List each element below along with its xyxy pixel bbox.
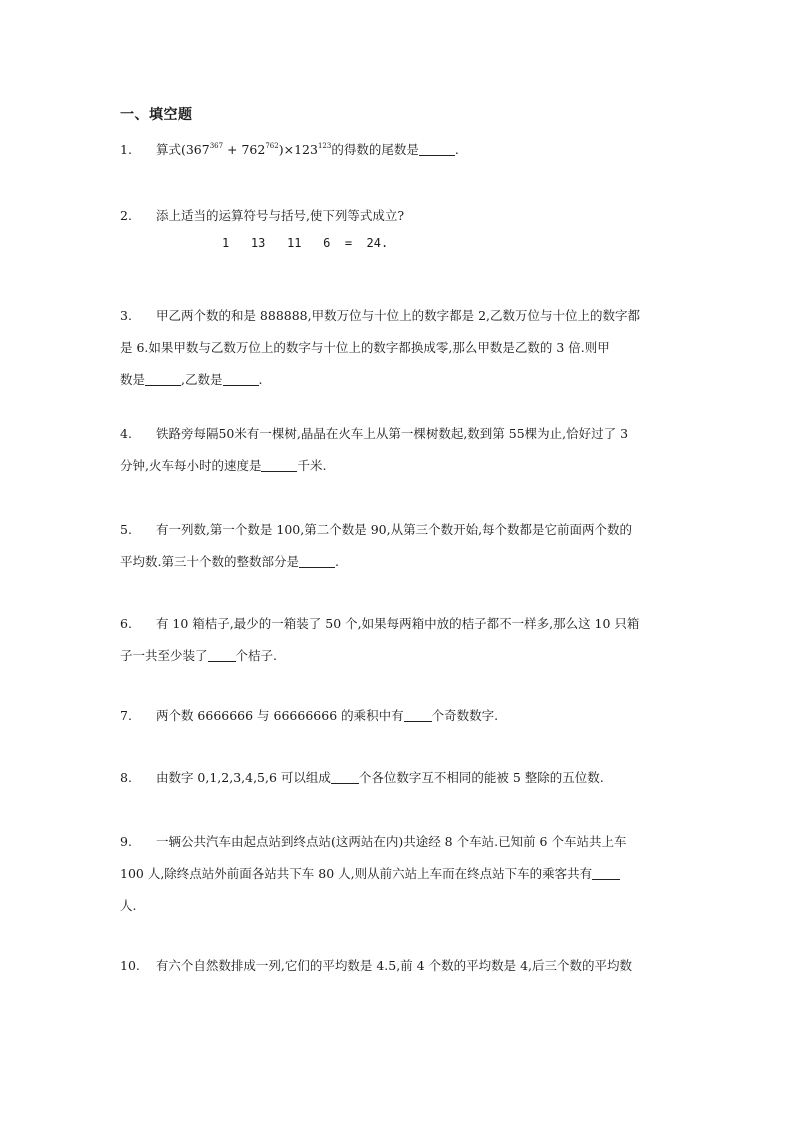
question-6-number: 6. — [120, 616, 132, 631]
question-5 — [120, 514, 680, 578]
answer-blank[interactable] — [331, 769, 359, 784]
question-6 — [120, 608, 680, 672]
question-10-line-1: 有六个自然数排成一列,它们的平均数是 4.5,前 4 个数的平均数是 4,后三个数的平均数 — [155, 958, 632, 973]
question-1-line-1: 1. 算式$(367^{367} + 762^{762})\times 123^{123}$的得数的尾数是 . — [120, 142, 459, 157]
question-4-line-1: 铁路旁每隔50米有一棵树,晶晶在火车上从第一棵树数起,数到第 55棵为止,恰好过了 3 — [155, 426, 629, 441]
answer-blank[interactable] — [223, 371, 259, 386]
question-1-text-post: 的得数的尾数是 — [331, 142, 419, 157]
question-6-line-2: 子一共至少装了 个桔子. — [120, 648, 277, 663]
section-title: 一、填空题 — [120, 107, 193, 123]
question-3-line-2: 是 6.如果甲数与乙数万位上的数字与十位上的数字都换成零,那么甲数是乙数的 3 倍.则甲 — [120, 340, 610, 355]
question-7: 7. 两个数 6666666 与 66666666 的乘积中有 个奇数数字. — [120, 708, 499, 723]
question-4-number: 4. — [120, 426, 132, 441]
question-3-line-1: 甲乙两个数的和是 888888,甲数万位与十位上的数字都是 2,乙数万位与十位上的数字都 — [155, 308, 641, 323]
question-10-number: 10. — [120, 958, 140, 973]
question-8-number: 8. — [120, 770, 132, 785]
answer-blank[interactable] — [419, 141, 455, 156]
question-2-equation: 1 13 11 6 = 24. — [222, 236, 389, 250]
power-367: $367^{367}$ — [185, 142, 224, 157]
question-2 — [120, 200, 680, 232]
question-5-line-1: 有一列数,第一个数是 100,第二个数是 90,从第三个数开始,每个数都是它前面两个数的 — [155, 522, 633, 537]
answer-blank[interactable] — [299, 553, 335, 568]
question-9-line-2: 100 人,除终点站外前面各站共下车 80 人,则从前六站上车而在终点站下车的乘客共有 — [120, 858, 680, 890]
answer-blank[interactable] — [208, 647, 236, 662]
answer-blank[interactable] — [145, 371, 181, 386]
power-762: $762^{762}$ — [241, 142, 279, 157]
question-1 — [120, 134, 680, 166]
question-9-line-1: 一辆公共汽车由起点站到终点站(这两站在内)共途经 8 个车站.已知前 6 个车站共上车 — [155, 834, 627, 849]
question-5-number: 5. — [120, 522, 132, 537]
answer-blank[interactable] — [592, 865, 620, 880]
question-6-line-1: 有 10 箱桔子,最少的一箱装了 50 个,如果每两箱中放的桔子都不一样多,那么这 10 只箱 — [155, 616, 640, 631]
question-10 — [120, 950, 680, 982]
power-123: $123^{123}$ — [294, 142, 332, 157]
question-5-line-2: 平均数.第三十个数的整数部分是 . — [120, 554, 339, 569]
question-9 — [120, 826, 680, 922]
question-3 — [120, 300, 680, 396]
question-3-line-3: 数是 ,乙数是 . — [120, 372, 263, 387]
question-2-line-1 — [120, 200, 680, 232]
question-3-number: 3. — [120, 308, 132, 323]
question-2-text: 添上适当的运算符号与括号,使下列等式成立? — [155, 208, 405, 223]
question-1-text-pre: 算式( — [155, 142, 186, 157]
question-9-line-3: 人. — [120, 898, 137, 913]
question-4 — [120, 418, 680, 482]
answer-blank[interactable] — [261, 457, 297, 472]
answer-blank[interactable] — [404, 707, 432, 722]
question-9-number: 9. — [120, 834, 132, 849]
question-2-number: 2. — [120, 208, 132, 223]
question-1-number: 1. — [120, 142, 132, 157]
question-4-line-2: 分钟,火车每小时的速度是 千米. — [120, 458, 327, 473]
question-7-number: 7. — [120, 708, 132, 723]
question-8: 8. 由数字 0,1,2,3,4,5,6 可以组成 个各位数字互不相同的能被 5 整除的五位数. — [120, 770, 604, 785]
